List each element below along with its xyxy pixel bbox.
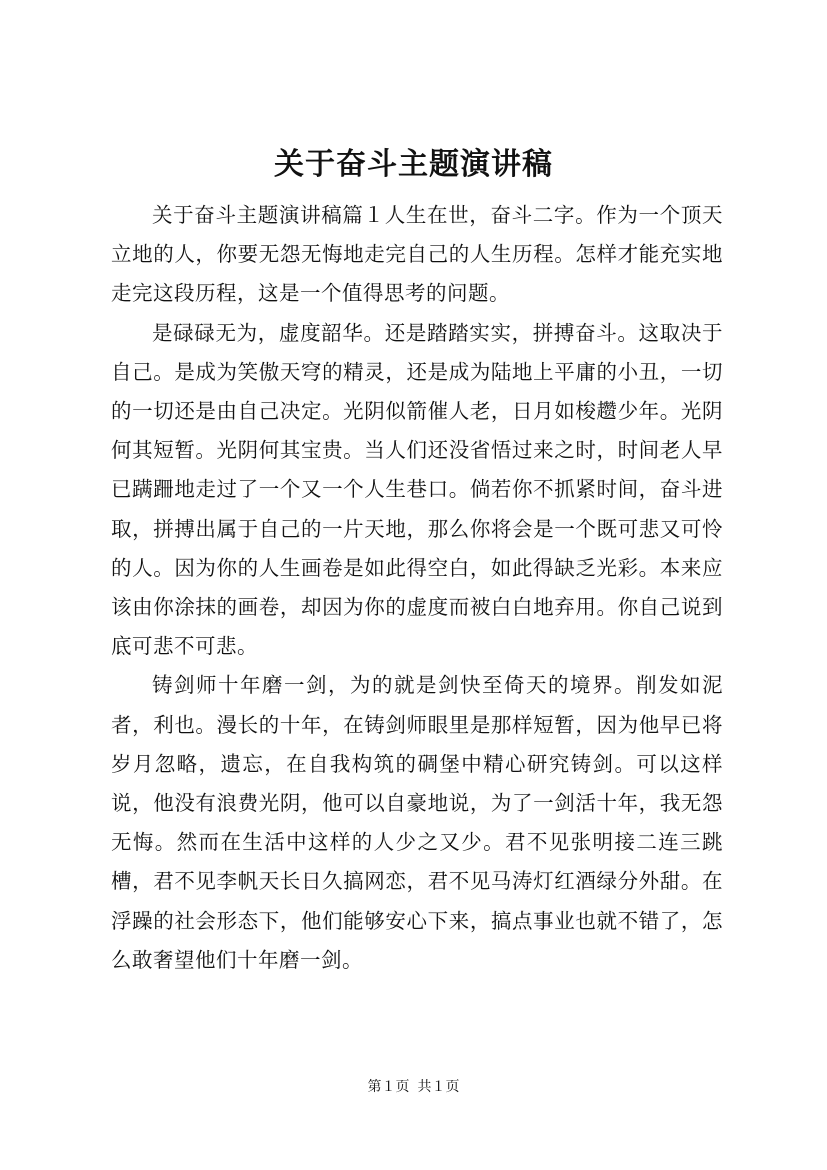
page-footer xyxy=(0,1077,827,1097)
document-body xyxy=(111,196,723,980)
document-title: 关于奋斗主题演讲稿 xyxy=(274,147,553,182)
page-total: 共１页 xyxy=(417,1079,460,1095)
paragraph-3: 铸剑师十年磨一剑，为的就是剑快至倚天的境界。削发如泥者，利也。漫长的十年，在铸剑师眼里是那样短暂，因为他早已将岁月忽略，遗忘，在自我构筑的碉堡中精心研究铸剑。可以这样说，他没有浪费光阴，他可以自豪地说，为了一剑活十年，我无怨无悔。然而在生活中这样的人少之又少。君不见张明接二连三跳槽，君不见李帆天长日久搞网恋，君不见马涛灯红酒绿分外甜。在浮躁的社会形态下，他们能够安心下来，搞点事业也就不错了，怎么敢奢望他们十年磨一剑。 xyxy=(111,673,723,972)
paragraph-1: 关于奋斗主题演讲稿篇１人生在世，奋斗二字。作为一个顶天立地的人，你要无怨无悔地走完自己的人生历程。怎样才能充实地走完这段历程，这是一个值得思考的问题。 xyxy=(111,203,723,306)
paragraph-2: 是碌碌无为，虚度韶华。还是踏踏实实，拼搏奋斗。这取决于自己。是成为笑傲天穹的精灵，还是成为陆地上平庸的小丑，一切的一切还是由自己决定。光阴似箭催人老，日月如梭趱少年。光阴何其短暂。光阴何其宝贵。当人们还没省悟过来之时，时间老人早已蹒跚地走过了一个又一个人生巷口。倘若你不抓紧时间，奋斗进取，拼搏出属于自己的一片天地，那么你将会是一个既可悲又可怜的人。因为你的人生画卷是如此得空白，如此得缺乏光彩。本来应该由你涂抹的画卷，却因为你的虚度而被白白地弃用。你自己说到底可悲不可悲。 xyxy=(111,320,723,659)
page-number: 第１页 xyxy=(367,1079,410,1095)
